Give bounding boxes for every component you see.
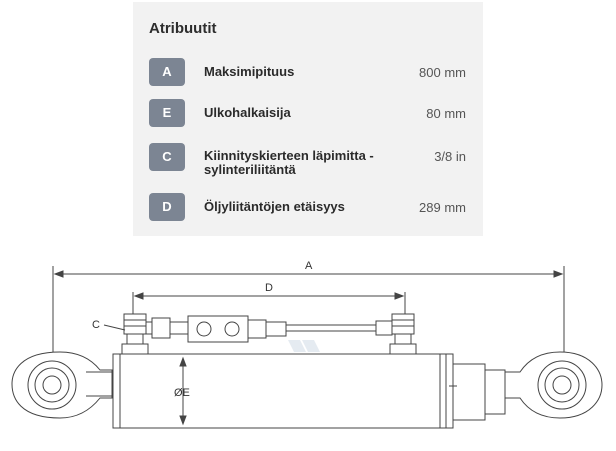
attribute-name: Maksimipituus bbox=[204, 64, 295, 79]
attributes-title: Atribuutit bbox=[149, 20, 217, 37]
label-d: D bbox=[265, 282, 273, 294]
right-port-fitting bbox=[390, 314, 416, 354]
attribute-code-badge: E bbox=[149, 99, 185, 127]
dimension-c-leader bbox=[104, 325, 125, 330]
dimension-d-line bbox=[133, 292, 405, 314]
right-rod-eye bbox=[505, 352, 602, 418]
attribute-value: 3/8 in bbox=[434, 149, 466, 164]
attribute-code-badge: A bbox=[149, 58, 185, 86]
attribute-value: 289 mm bbox=[419, 200, 466, 215]
left-rod-eye bbox=[12, 352, 112, 418]
attributes-panel bbox=[133, 2, 483, 236]
attribute-code-badge: C bbox=[149, 143, 185, 171]
attribute-row-c bbox=[133, 143, 483, 177]
attribute-value: 80 mm bbox=[426, 106, 466, 121]
right-gland bbox=[449, 364, 505, 420]
label-e: ØE bbox=[174, 387, 190, 399]
attribute-row-d bbox=[133, 193, 483, 223]
label-c: C bbox=[92, 319, 100, 331]
attribute-value: 800 mm bbox=[419, 65, 466, 80]
attribute-row-a bbox=[133, 58, 483, 88]
left-port-fitting bbox=[122, 314, 148, 354]
hydraulic-pipe bbox=[146, 316, 392, 342]
hydraulic-cylinder-drawing bbox=[0, 240, 616, 451]
attribute-name: Ulkohalkaisija bbox=[204, 105, 291, 120]
attribute-name: Kiinnityskierteen läpimitta - sylinteriliitäntä bbox=[204, 148, 374, 177]
watermark-logo bbox=[288, 340, 320, 352]
label-a: A bbox=[305, 260, 313, 272]
cylinder-barrel bbox=[113, 354, 453, 428]
attribute-code-badge: D bbox=[149, 193, 185, 221]
attribute-name: Öljyliitäntöjen etäisyys bbox=[204, 199, 345, 214]
attribute-row-e bbox=[133, 99, 483, 129]
